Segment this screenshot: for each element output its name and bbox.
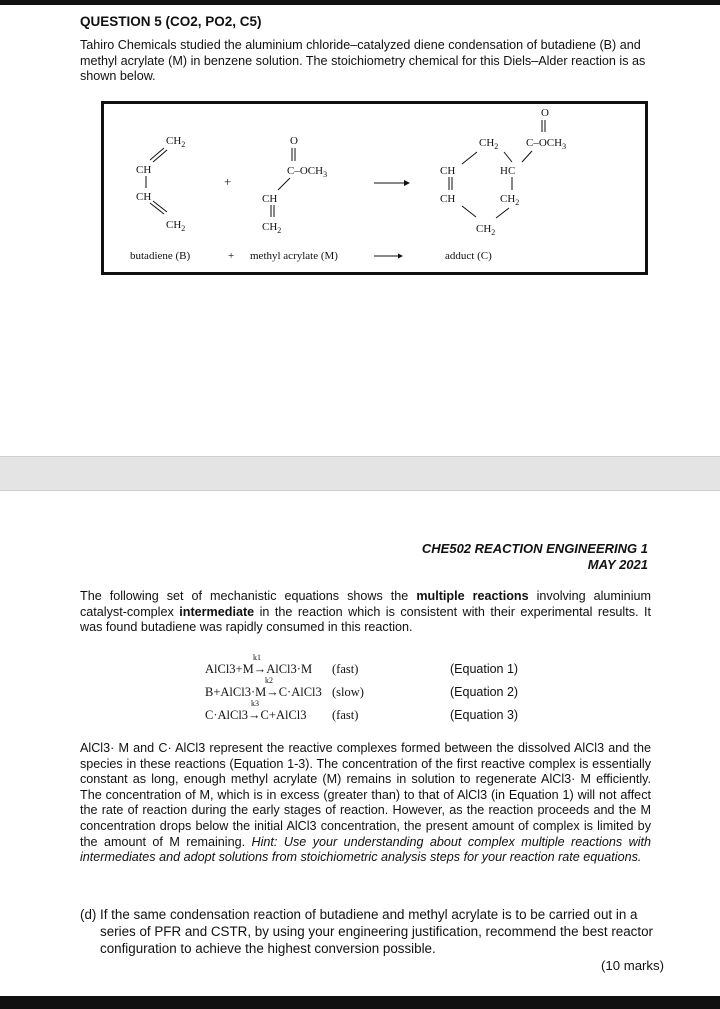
complex-explanation: AlCl3· M and C· AlCl3 represent the reactive complexes formed between the dissolved AlCl3 and the species in these reactions (Equation 1-3). The concentration of the first reactive complex is essentially constant as long, enough methyl acrylate (M) remains in solution to regenerate AlCl3· M efficiently. The concentration of M, which is in excess (greater than) to that of AlCl3 (in Equation 1) will not affect the rate of reaction during the early stages of reaction. However, as the reaction proceeds and the M concentration drops below the initial AlCl3 concentration, the present amount of complex is limited by the amount of M remaining. Hint: Use your understanding about complex multiple reactions with intermediates and adopt solutions from stoichiometric analysis steps for your reaction rate equations.: [80, 741, 651, 865]
course-code: CHE502 REACTION ENGINEERING 1: [421, 541, 648, 556]
question-intro: Tahiro Chemicals studied the aluminium chloride–catalyzed diene condensation of butadiene (B) and methyl acrylate (M) in benzene solution. The stoichiometry chemical for this Diels–Alder reaction is as shown below.: [80, 38, 646, 83]
equation-speed: (fast): [332, 662, 359, 676]
c-bond-6: [496, 208, 509, 218]
c-ch-left: CH: [440, 165, 456, 177]
plus-sign: +: [224, 174, 232, 189]
m-c-och3: $C-OCH_3$: [287, 165, 328, 179]
mechanism-intro: The following set of mechanistic equations shows the multiple reactions involving aluminium catalyst-complex intermediate in the reaction which is consistent with their experimental results. It was found butadiene was rapidly consumed in this reaction.: [80, 589, 651, 635]
equation-speed: (slow): [332, 685, 364, 699]
marks-allocation: (10 marks): [600, 958, 664, 973]
m-bond-1: [278, 178, 290, 190]
c-bond-2: [504, 152, 512, 162]
caption-arrow-head: [398, 254, 403, 259]
caption-plus: +: [228, 250, 235, 262]
page-break: [0, 456, 720, 491]
equation-text: AlCl3+M→AlCl3·M: [205, 662, 313, 676]
question-heading: QUESTION 5 (CO2, PO2, C5): [80, 14, 262, 29]
part-d-text: If the same condensation reaction of butadiene and methyl acrylate is to be carried out in a series of PFR and CSTR, by using your engineering justification, recommend the best reactor configuration to achieve the highest conversion possible.: [100, 907, 653, 956]
equation-label: (Equation 1): [450, 662, 519, 676]
b-ch-2: CH: [136, 191, 152, 203]
rate-constant: k3: [251, 699, 259, 708]
c-bond-5: [462, 206, 476, 217]
equation-text: B+AlCl3·M→C·AlCl3: [205, 685, 322, 699]
reaction-scheme: [101, 101, 648, 275]
top-border: [0, 0, 720, 5]
equation-row: [205, 653, 545, 682]
c-ch-left-2: CH: [440, 193, 456, 205]
bottom-border: [0, 996, 720, 1009]
c-c-och3: $C-OCH_3$: [526, 137, 567, 151]
hint-text: Hint: Use your understanding about complex multiple reactions with intermediates and adopt solutions from stoichiometric analysis steps for your reaction rate equations.: [80, 834, 651, 865]
caption-adduct: adduct (C): [445, 250, 492, 262]
equation-text: C·AlCl3→C+AlCl3: [205, 708, 307, 722]
b-ch2-top: $CH_2$: [166, 135, 186, 149]
m-ch2: $CH_2$: [262, 221, 282, 235]
rate-constant: k1: [253, 653, 261, 662]
caption-butadiene: butadiene (B): [130, 250, 191, 262]
course-header: [422, 541, 648, 573]
reaction-arrow-head: [404, 180, 410, 186]
part-d-label: (d): [80, 907, 97, 922]
course-date: MAY 2021: [587, 557, 648, 572]
rate-constant: k2: [265, 676, 273, 685]
equation-label: (Equation 2): [450, 685, 519, 699]
c-bond-3: [522, 151, 532, 162]
c-hc-right: HC: [500, 165, 516, 177]
c-o: O: [541, 107, 549, 119]
c-bond-1: [462, 152, 477, 164]
m-ch: CH: [262, 193, 278, 205]
equation-label: (Equation 3): [450, 708, 519, 722]
equation-row: [205, 699, 545, 728]
reaction-diagram: [104, 104, 645, 272]
bold-intermediate: intermediate: [179, 604, 255, 619]
c-ch2-right: $CH_2$: [500, 193, 520, 207]
bold-multiple-reactions: multiple reactions: [416, 589, 529, 603]
equation-speed: (fast): [332, 708, 359, 722]
m-o: O: [290, 135, 298, 147]
c-ch2-top: $CH_2$: [479, 137, 499, 151]
b-ch-1: CH: [136, 164, 152, 176]
mechanism-equations: [205, 652, 545, 727]
c-ch2-bottom: $CH_2$: [476, 223, 496, 237]
b-ch2-bottom: $CH_2$: [166, 219, 186, 233]
caption-methyl-acrylate: methyl acrylate (M): [250, 250, 338, 262]
